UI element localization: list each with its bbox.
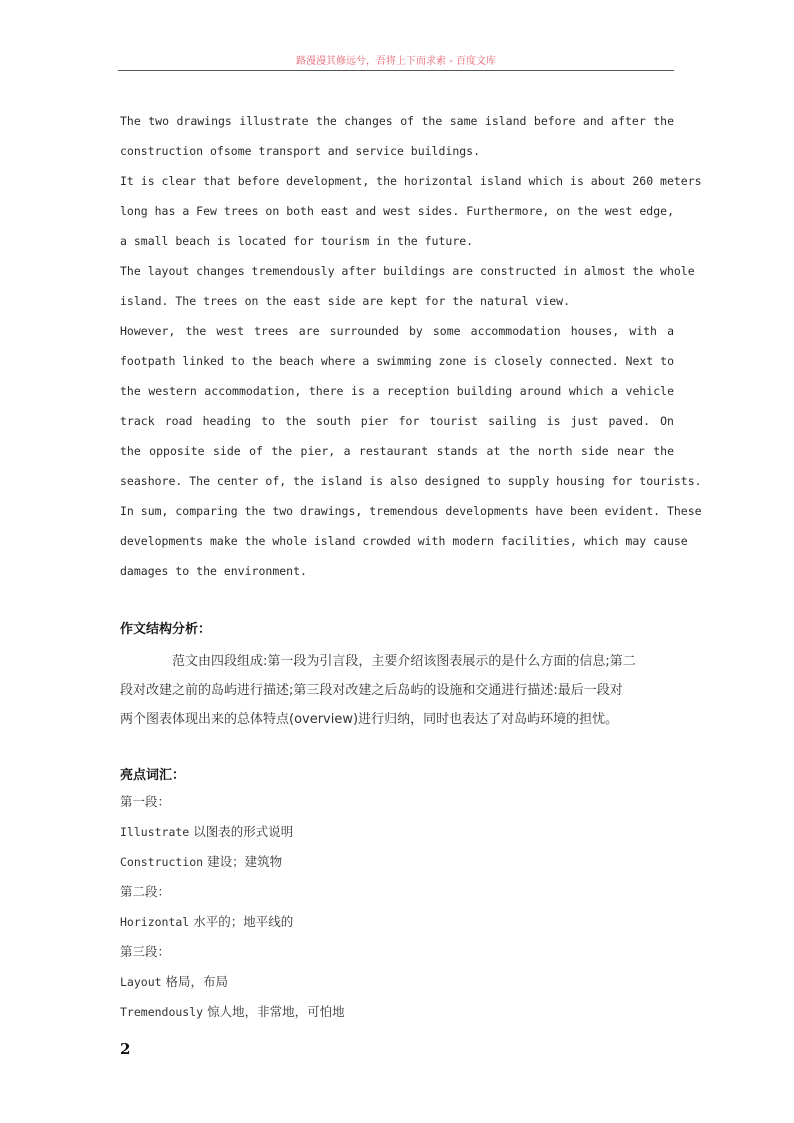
vocabulary-list	[120, 787, 674, 1027]
vocab-item	[120, 817, 674, 847]
page-number: 2	[120, 1040, 131, 1058]
structure-analysis-paragraph	[120, 647, 674, 734]
essay-line: footpath linked to the beach where a swimming zone is closely connected. Next to	[120, 354, 674, 368]
vocab-meaning: 惊人地，非常地，可怕地	[207, 1004, 345, 1019]
essay-line: It is clear that before development, the horizontal island which is about 260 meters	[120, 174, 702, 188]
essay-line: In sum, comparing the two drawings, tremendous developments have been evident. These	[120, 504, 702, 518]
vocab-item	[120, 847, 674, 877]
vocabulary-title: 亮点词汇：	[120, 768, 186, 783]
paragraph-label: 第三段：	[120, 944, 171, 959]
analysis-line: 段对改建之前的岛屿进行描述;第三段对改建之后岛屿的设施和交通进行描述:最后一段对	[120, 683, 623, 698]
vocab-term: Construction	[120, 855, 204, 869]
vocab-meaning: 格局，布局	[165, 974, 229, 989]
structure-analysis-section	[120, 618, 674, 734]
essay-line: damages to the environment.	[120, 564, 307, 578]
vocab-item	[120, 907, 674, 937]
essay-line: the opposite side of the pier, a restaurant stands at the north side near the	[120, 444, 674, 458]
vocab-term: Layout	[120, 975, 162, 989]
essay-line: The two drawings illustrate the changes of the same island before and after the	[120, 114, 674, 128]
essay-line: long has a Few trees on both east and west sides. Furthermore, on the west edge,	[120, 204, 674, 218]
essay-line: However, the west trees are surrounded by some accommodation houses, with a	[120, 324, 674, 338]
vocab-item	[120, 997, 674, 1027]
essay-line: seashore. The center of, the island is also designed to supply housing for tourists.	[120, 474, 702, 488]
essay-line: track road heading to the south pier for tourist sailing is just paved. On	[120, 414, 674, 428]
essay-line: developments make the whole island crowded with modern facilities, which may cause	[120, 534, 688, 548]
essay-line: the western accommodation, there is a reception building around which a vehicle	[120, 384, 674, 398]
essay-body	[120, 106, 702, 586]
paragraph-label: 第一段：	[120, 794, 171, 809]
structure-analysis-title: 作文结构分析：	[120, 622, 212, 637]
vocab-meaning: 以图表的形式说明	[193, 824, 294, 839]
vocab-meaning: 水平的；地平线的	[193, 914, 294, 929]
header-divider	[118, 70, 674, 71]
essay-line: island. The trees on the east side are kept for the natural view.	[120, 294, 571, 308]
paragraph-label: 第二段：	[120, 884, 171, 899]
essay-line: The layout changes tremendously after buildings are constructed in almost the whole	[120, 264, 695, 278]
analysis-line: 范文由四段组成:第一段为引言段，主要介绍该图表展示的是什么方面的信息;第二	[172, 654, 636, 669]
essay-line: a small beach is located for tourism in the future.	[120, 234, 474, 248]
essay-line: construction ofsome transport and service buildings.	[120, 144, 481, 158]
vocab-term: Illustrate	[120, 825, 190, 839]
analysis-line: 两个图表体现出来的总体特点(overview)进行归纳，同时也表达了对岛屿环境的担忧。	[120, 712, 619, 727]
vocab-meaning: 建设；建筑物	[207, 854, 283, 869]
vocab-term: Horizontal	[120, 915, 190, 929]
page-header: 路漫漫其修远兮，吾将上下而求索 - 百度文库	[296, 56, 496, 67]
vocabulary-section	[120, 764, 674, 1027]
vocab-item	[120, 967, 674, 997]
vocab-term: Tremendously	[120, 1005, 204, 1019]
